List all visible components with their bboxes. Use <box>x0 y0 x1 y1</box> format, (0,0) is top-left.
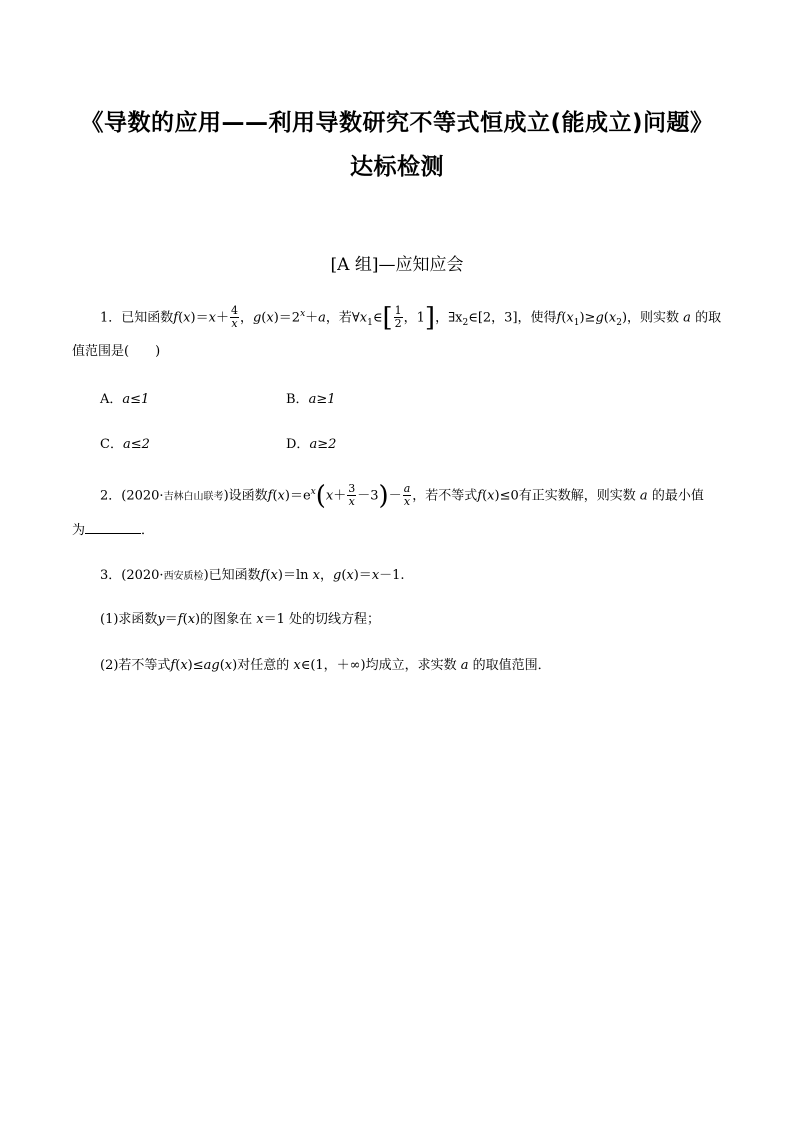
question-2-source: 吉林白山联考 <box>163 491 224 503</box>
option-c: C．a≤2 <box>100 437 150 452</box>
question-3-part1: (1)求函数y＝f(x)的图象在 x＝1 处的切线方程； <box>100 612 381 627</box>
section-heading: [A 组]—应知应会 <box>330 255 464 275</box>
answer-blank[interactable] <box>85 521 141 534</box>
question-3-part2: (2)若不等式f(x)≤ag(x)对任意的 x∈(1，＋∞)均成立，求实数 a 的取值范围． <box>100 658 551 673</box>
question-1-line2: 值范围是( ) <box>72 344 161 359</box>
question-1-line1: 1．已知函数f(x)＝x＋ $\frac{4}{x}$ ，$g(x)=2^x+a$，若$\forall x_1\in$[ $\frac{1}{2}$ ，1]，$\exists x_2\in[2$，3]，使得$f(x_1)\ge g(x_2)$，则实数 a 的取 <box>100 302 722 333</box>
option-d: D．a≥2 <box>286 437 337 452</box>
question-3-source: 西安质检 <box>163 571 204 582</box>
question-3-line1: 3．(2020·西安质检)已知函数f(x)＝ln x，g(x)＝x－1. <box>100 568 405 583</box>
doc-title-line1: 《导数的应用——利用导数研究不等式恒成立(能成立)问题》 <box>80 110 714 136</box>
doc-title-line2: 达标检测 <box>350 154 444 180</box>
option-b: B．a≥1 <box>286 392 336 407</box>
option-a: A．a≤1 <box>100 392 150 407</box>
question-2-line1: 2．(2020·吉林白山联考)设函数$f(x)=e^x(x+$ $\frac{3}{x}$ －3)－ $\frac{a}{x}$ ，若不等式f(x)≤0有正实数解，则实数 a 的最小值 <box>100 480 704 511</box>
question-2-line2: 为 ． <box>72 523 155 538</box>
